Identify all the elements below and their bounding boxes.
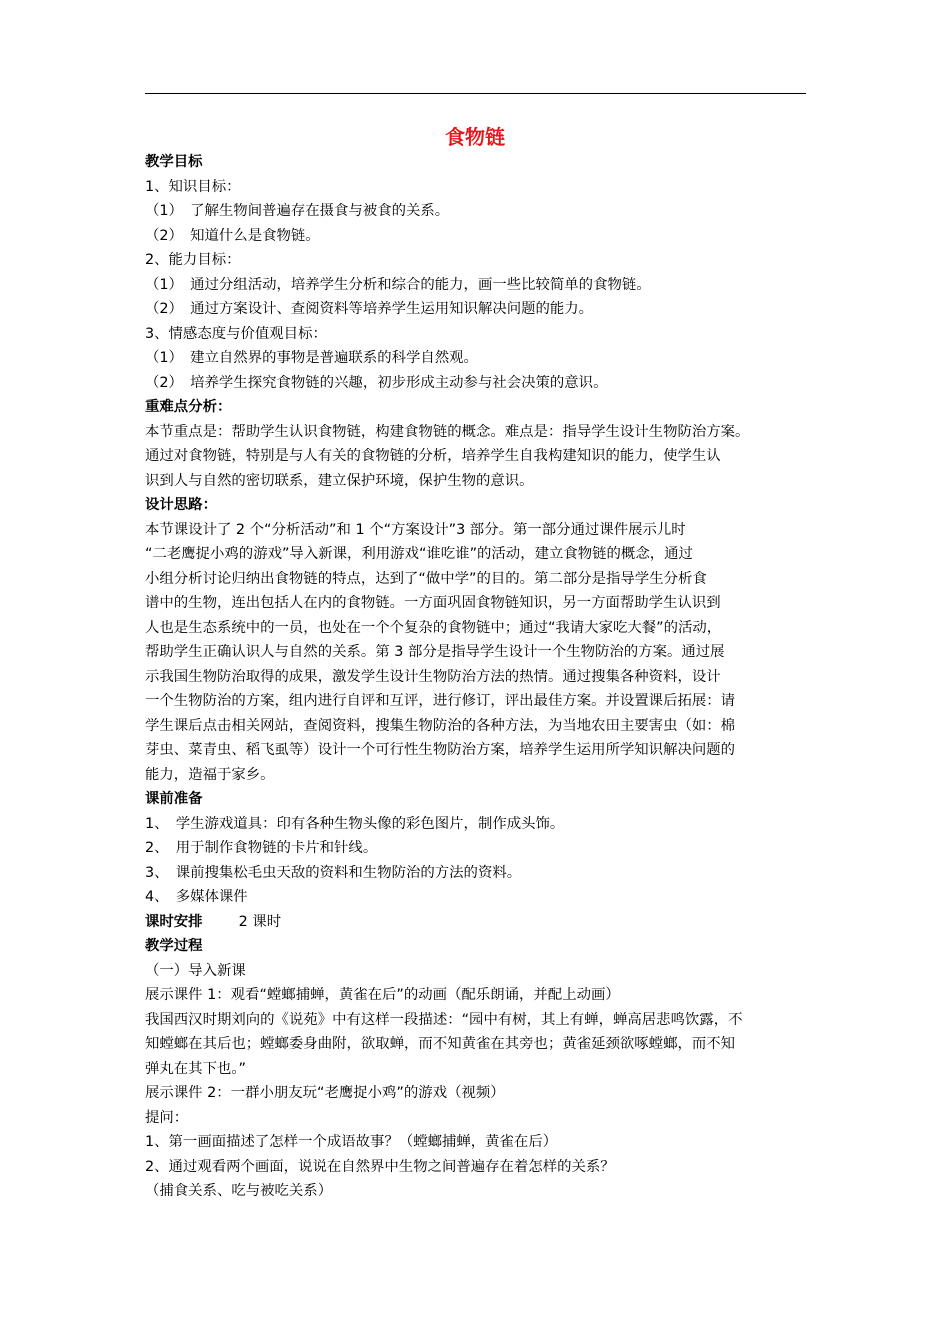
design-heading: 设计思路：: [145, 497, 217, 513]
goal-knowledge-item: （1） 了解生物间普遍存在摄食与被食的关系。: [145, 203, 450, 219]
paragraph-line: 1、第一画面描述了怎样一个成语故事？（螳螂捕蝉，黄雀在后）: [145, 1134, 558, 1150]
page-title: 食物链: [445, 125, 505, 149]
process-heading: 教学过程: [145, 938, 203, 954]
list-item: 4、 多媒体课件: [145, 889, 248, 905]
paragraph-line: 小组分析讨论归纳出食物链的特点，达到了“做中学”的目的。第二部分是指导学生分析食: [145, 570, 707, 587]
paragraph-line: 本节重点是：帮助学生认识食物链，构建食物链的概念。难点是：指导学生设计生物防治方案。: [145, 423, 750, 440]
paragraph-line: 展示课件 2：一群小朋友玩“老鹰捉小鸡”的游戏（视频）: [145, 1085, 505, 1101]
goal-attitude-item: （1） 建立自然界的事物是普遍联系的科学自然观。: [145, 350, 478, 366]
paragraph-line: 知螳螂在其后也；螳螂委身曲附，欲取蝉，而不知黄雀在其旁也；黄雀延颈欲啄螳螂，而不知: [145, 1036, 736, 1052]
paragraph-line: 识到人与自然的密切联系，建立保护环境，保护生物的意识。: [145, 472, 534, 489]
paragraph-line: “二老鹰捉小鸡的游戏”导入新课，利用游戏“谁吃谁”的活动，建立食物链的概念，通过: [145, 546, 693, 562]
prep-heading: 课前准备: [145, 791, 203, 807]
paragraph-line: 本节课设计了 2 个“分析活动”和 1 个“方案设计”3 部分。第一部分通过课件展示儿时: [145, 521, 686, 538]
paragraph-line: 人也是生态系统中的一员，也处在一个个复杂的食物链中；通过“我请大家吃大餐”的活动，: [145, 619, 722, 636]
goal-knowledge-item: （2） 知道什么是食物链。: [145, 227, 320, 244]
goal-attitude-item: （2） 培养学生探究食物链的兴趣，初步形成主动参与社会决策的意识。: [145, 374, 608, 391]
paragraph-line: （捕食关系、吃与被吃关系）: [145, 1183, 333, 1199]
paragraph-line: 通过对食物链，特别是与人有关的食物链的分析，培养学生自我构建知识的能力，使学生认: [145, 448, 721, 464]
goal-knowledge: 1、知识目标：: [145, 178, 241, 195]
schedule-row: [145, 910, 810, 935]
goal-attitude: 3、情感态度与价值观目标：: [145, 325, 327, 342]
schedule-value: 2 课时: [238, 913, 282, 930]
header-rule: [145, 93, 806, 94]
paragraph-line: 帮助学生正确认识人与自然的关系。第 3 部分是指导学生设计一个生物防治的方案。通过展: [145, 644, 725, 660]
goal-ability-item: （2） 通过方案设计、查阅资料等培养学生运用知识解决问题的能力。: [145, 301, 594, 317]
goal-ability: 2、能力目标：: [145, 252, 241, 268]
paragraph-line: 2、通过观看两个画面，说说在自然界中生物之间普遍存在着怎样的关系？: [145, 1158, 615, 1175]
schedule-heading: 课时安排: [145, 913, 203, 930]
paragraph-line: 芽虫、菜青虫、稻飞虱等）设计一个可行性生物防治方案，培养学生运用所学知识解决问题的: [145, 742, 736, 758]
goals-heading: 教学目标: [145, 154, 203, 170]
paragraph-line: 一个生物防治的方案，组内进行自评和互评，进行修订，评出最佳方案。并设置课后拓展：请: [145, 693, 736, 709]
paragraph-line: （一）导入新课: [145, 962, 246, 979]
paragraph-line: 学生课后点击相关网站，查阅资料，搜集生物防治的各种方法，为当地农田主要害虫（如：棉: [145, 717, 736, 734]
paragraph-line: 示我国生物防治取得的成果，激发学生设计生物防治方法的热情。通过搜集各种资料，设计: [145, 668, 721, 685]
goal-ability-item: （1） 通过分组活动，培养学生分析和综合的能力，画一些比较简单的食物链。: [145, 276, 651, 293]
list-item: 3、 课前搜集松毛虫天敌的资料和生物防治的方法的资料。: [145, 864, 522, 881]
paragraph-line: 提问：: [145, 1109, 189, 1126]
list-item: 1、 学生游戏道具：印有各种生物头像的彩色图片，制作成头饰。: [145, 815, 565, 832]
paragraph-line: 弹丸在其下也。”: [145, 1060, 246, 1077]
paragraph-line: 展示课件 1：观看“螳螂捕蝉，黄雀在后”的动画（配乐朗诵，并配上动画）: [145, 987, 620, 1003]
paragraph-line: 能力，造福于家乡。: [145, 766, 275, 783]
key-points-heading: 重难点分析：: [145, 399, 232, 415]
paragraph-line: 我国西汉时期刘向的《说苑》中有这样一段描述：“园中有树，其上有蝉，蝉高居悲鸣饮露，不: [145, 1011, 743, 1028]
document-body: [145, 150, 810, 1204]
list-item: 2、 用于制作食物链的卡片和针线。: [145, 840, 378, 856]
paragraph-line: 谱中的生物，连出包括人在内的食物链。一方面巩固食物链知识，另一方面帮助学生认识到: [145, 595, 721, 611]
